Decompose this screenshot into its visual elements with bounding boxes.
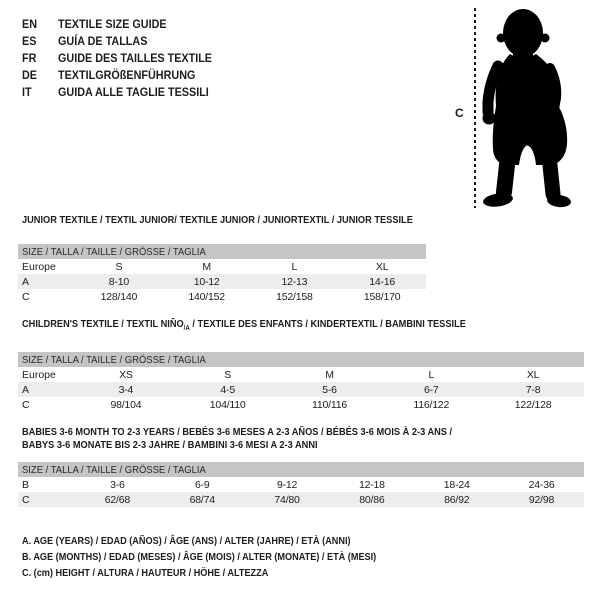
table-cell: 9-12 — [276, 478, 298, 491]
baby-silhouette-icon — [480, 6, 592, 210]
row-label: B — [22, 478, 30, 491]
height-measure-label: C — [455, 106, 464, 120]
table-cell: 152/158 — [276, 290, 313, 303]
table-cell: 92/98 — [528, 493, 555, 506]
language-row-en — [22, 15, 229, 32]
table-title-line2: BABYS 3-6 MONATE BIS 2-3 JAHRE / BAMBINI 3-6 MESI A 2-3 ANNI — [22, 439, 318, 451]
row-label: A — [22, 275, 30, 288]
table-cell: 3-4 — [118, 383, 134, 396]
table-title: BABIES 3-6 MONTH TO 2-3 YEARS / BEBÉS 3-6 MESES A 2-3 AÑOS / BÉBÉS 3-6 MOIS À 2-3 ANS / — [22, 426, 453, 438]
table-row — [18, 274, 426, 289]
table-cell: 14-16 — [369, 275, 396, 288]
language-code: IT — [22, 84, 32, 99]
table-cell: 98/104 — [110, 398, 142, 411]
table-body — [18, 367, 584, 412]
table-cell: L — [428, 368, 435, 381]
row-label: C — [22, 493, 30, 506]
language-code: DE — [22, 67, 38, 82]
table-cell: 68/74 — [189, 493, 215, 506]
height-measure-dotted-line — [474, 8, 476, 208]
table-row — [18, 477, 584, 492]
row-label: Europe — [22, 260, 56, 273]
table-cell: 140/152 — [188, 290, 225, 303]
table-cell: 12-13 — [281, 275, 308, 288]
table-cell: 86/92 — [444, 493, 470, 506]
language-row-fr — [22, 49, 229, 66]
language-title: GUIDA ALLE TAGLIE TESSILI — [58, 84, 209, 99]
language-title: TEXTILE SIZE GUIDE — [58, 16, 167, 31]
table-cell: 116/122 — [413, 398, 450, 411]
row-label: C — [22, 290, 30, 303]
table-cell: XS — [119, 368, 133, 381]
table-cell: 5-6 — [322, 383, 337, 396]
language-code: EN — [22, 16, 38, 31]
table-cell: 74/80 — [274, 493, 300, 506]
language-row-it — [22, 83, 229, 100]
language-title: GUÍA DE TALLAS — [58, 33, 148, 48]
childrens-textile-table — [18, 318, 584, 412]
language-row-de — [22, 66, 229, 83]
table-cell: 128/140 — [100, 290, 138, 303]
table-cell: 12-18 — [358, 478, 385, 491]
table-header-bar: SIZE / TALLA / TAILLE / GRÖSSE / TAGLIA — [18, 462, 584, 477]
language-title: TEXTILGRÖßENFÜHRUNG — [58, 67, 196, 82]
table-cell: L — [291, 260, 298, 273]
row-label: C — [22, 398, 30, 411]
language-title: GUIDE DES TAILLES TEXTILE — [58, 50, 213, 65]
table-cell: 6-7 — [424, 383, 439, 396]
language-row-es — [22, 32, 229, 49]
table-row — [18, 289, 426, 304]
table-cell: 62/68 — [104, 493, 131, 506]
table-row — [18, 367, 584, 382]
table-row — [18, 259, 426, 274]
table-body — [18, 259, 426, 304]
table-cell: 7-8 — [525, 383, 541, 396]
table-cell: 4-5 — [220, 383, 235, 396]
legend-line-b: B. AGE (MONTHS) / EDAD (MESES) / ÂGE (MOIS) / ALTER (MONATE) / ETÀ (MESI) — [22, 551, 377, 563]
table-header-bar: SIZE / TALLA / TAILLE / GRÖSSE / TAGLIA — [18, 352, 584, 367]
table-cell: 158/170 — [363, 290, 401, 303]
table-cell: 8-10 — [108, 275, 129, 288]
table-cell: 6-9 — [194, 478, 210, 491]
language-code: ES — [22, 33, 37, 48]
measurement-legend — [22, 535, 429, 583]
table-row — [18, 492, 584, 507]
table-row — [18, 397, 584, 412]
table-title: CHILDREN'S TEXTILE / TEXTIL $NIÑO_{/A}$ / TEXTILE DES ENFANTS / KINDERTEXTIL / BAMBINI TESSILE — [22, 318, 466, 333]
table-row — [18, 382, 584, 397]
table-cell: 110/116 — [311, 398, 347, 411]
row-label: A — [22, 383, 30, 396]
table-cell: 24-36 — [528, 478, 555, 491]
table-header-bar: SIZE / TALLA / TAILLE / GRÖSSE / TAGLIA — [18, 244, 426, 259]
legend-line-c: C. (cm) HEIGHT / ALTURA / HAUTEUR / HÖHE / ALTEZZA — [22, 567, 269, 579]
row-label: Europe — [22, 368, 56, 381]
table-cell: 104/110 — [209, 398, 246, 411]
table-cell: M — [202, 260, 211, 273]
babies-textile-table — [18, 426, 584, 507]
table-cell: S — [115, 260, 123, 273]
legend-line-a: A. AGE (YEARS) / EDAD (AÑOS) / ÂGE (ANS) / ALTER (JAHRE) / ETÀ (ANNI) — [22, 535, 351, 547]
table-title: JUNIOR TEXTILE / TEXTIL JUNIOR/ TEXTILE JUNIOR / JUNIORTEXTIL / JUNIOR TESSILE — [22, 214, 413, 226]
junior-textile-table — [18, 214, 426, 304]
language-code: FR — [22, 50, 37, 65]
table-cell: 122/128 — [514, 398, 552, 411]
table-cell: XL — [375, 260, 389, 273]
table-cell: 80/86 — [359, 493, 385, 506]
table-cell: M — [325, 368, 334, 381]
table-cell: S — [224, 368, 232, 381]
language-list — [22, 15, 229, 100]
table-cell: 3-6 — [110, 478, 125, 491]
table-cell: 18-24 — [443, 478, 470, 491]
table-cell: 10-12 — [193, 275, 220, 288]
table-cell: XL — [526, 368, 540, 381]
table-body — [18, 477, 584, 507]
